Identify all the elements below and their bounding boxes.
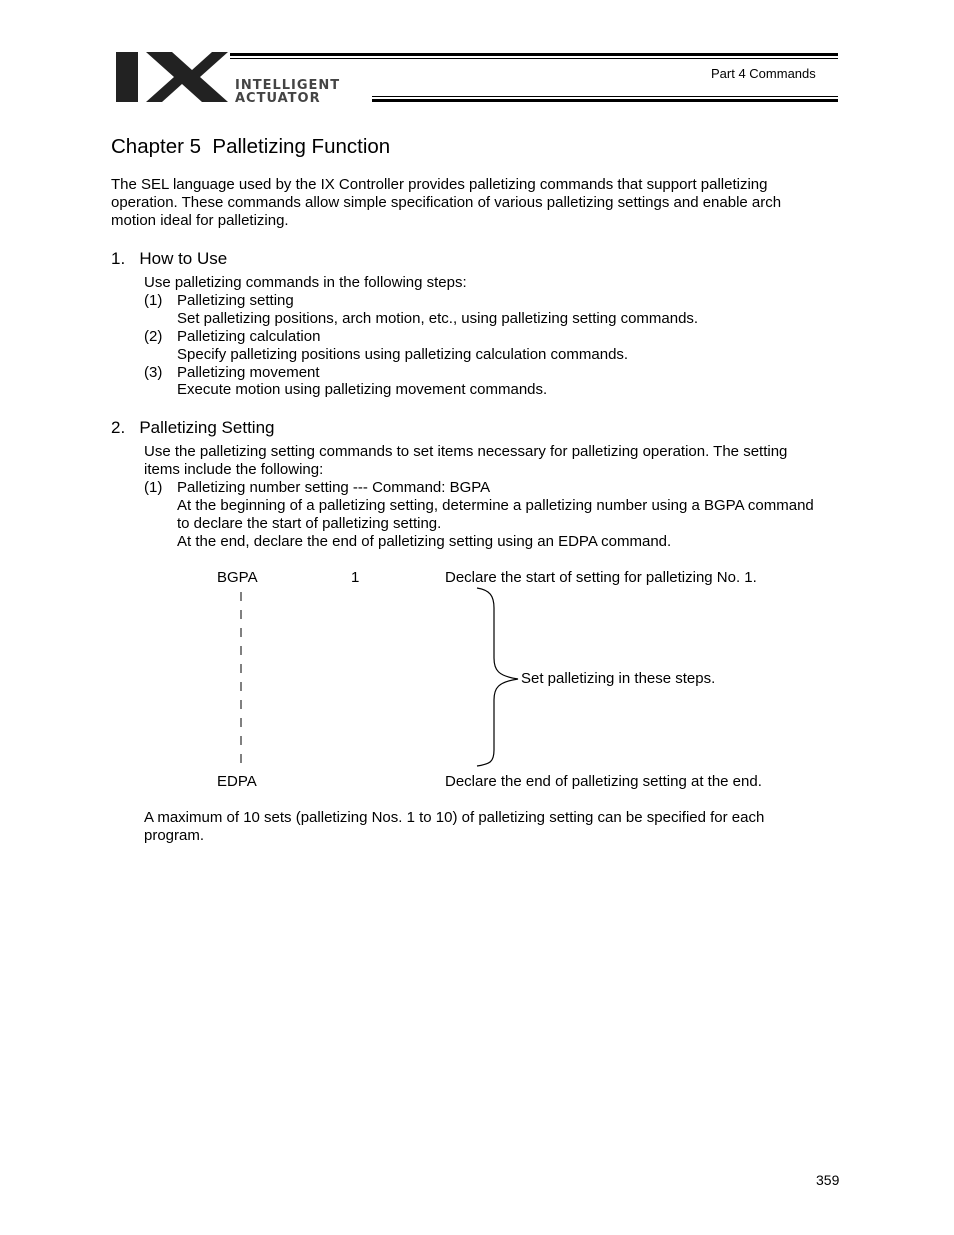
item-num: (1): [144, 479, 163, 496]
section-1-title: 1. How to Use: [111, 249, 228, 268]
step-title: Palletizing calculation: [177, 328, 321, 345]
note-line: A maximum of 10 sets (palletizing Nos. 1 to 10) of palletizing setting can be specified for each: [144, 809, 765, 826]
step-desc: Set palletizing positions, arch motion, etc., using palletizing setting commands.: [177, 310, 699, 327]
step-title: Palletizing movement: [177, 364, 320, 381]
logo-text-intelligent: INTELLIGENT: [235, 78, 341, 93]
diagram-end-desc: Declare the end of palletizing setting at the end.: [445, 773, 762, 790]
diagram-dashed-line: [236, 590, 246, 770]
item-desc: At the end, declare the end of palletizing setting using an EDPA command.: [177, 533, 672, 550]
header-rule-top: [230, 53, 838, 56]
step-num: (3): [144, 364, 163, 381]
step-desc: Execute motion using palletizing movement commands.: [177, 381, 548, 398]
intro-line: motion ideal for palletizing.: [111, 212, 289, 229]
section-2-lead: Use the palletizing setting commands to set items necessary for palletizing operation. The setting: [144, 443, 788, 460]
diagram-start-arg: 1: [351, 569, 360, 586]
section-2-title: 2. Palletizing Setting: [111, 418, 275, 437]
step-title: Palletizing setting: [177, 292, 294, 309]
section-1-lead: Use palletizing commands in the following steps:: [144, 274, 467, 291]
note-line: program.: [144, 827, 205, 844]
diagram-brace-label: Set palletizing in these steps.: [521, 670, 716, 687]
diagram-start-cmd: BGPA: [217, 569, 258, 586]
intro-line: operation. These commands allow simple specification of various palletizing settings and enable arch: [111, 194, 782, 211]
step-desc: Specify palletizing positions using palletizing calculation commands.: [177, 346, 629, 363]
ix-logo-icon: [116, 52, 228, 104]
logo: [116, 52, 228, 109]
item-title: Palletizing number setting --- Command: BGPA: [177, 479, 491, 496]
intro-line: The SEL language used by the IX Controller provides palletizing commands that support palletizing: [111, 176, 768, 193]
header-rule-top-thin: [230, 58, 838, 59]
item-desc: to declare the start of palletizing setting.: [177, 515, 442, 532]
header-rule-bottom-thick: [372, 99, 838, 102]
header-rule-bottom: [372, 96, 838, 97]
diagram-end-cmd: EDPA: [217, 773, 257, 790]
logo-text-actuator: ACTUATOR: [235, 91, 321, 106]
chapter-title: Chapter 5 Palletizing Function: [111, 135, 391, 158]
step-num: (1): [144, 292, 163, 309]
header-section: Part 4 Commands: [711, 66, 816, 81]
page-number: 359: [816, 1172, 840, 1188]
section-2-lead: items include the following:: [144, 461, 324, 478]
step-num: (2): [144, 328, 163, 345]
item-desc: At the beginning of a palletizing setting, determine a palletizing number using a BGPA command: [177, 497, 814, 514]
diagram-start-desc: Declare the start of setting for palletizing No. 1.: [445, 569, 757, 586]
